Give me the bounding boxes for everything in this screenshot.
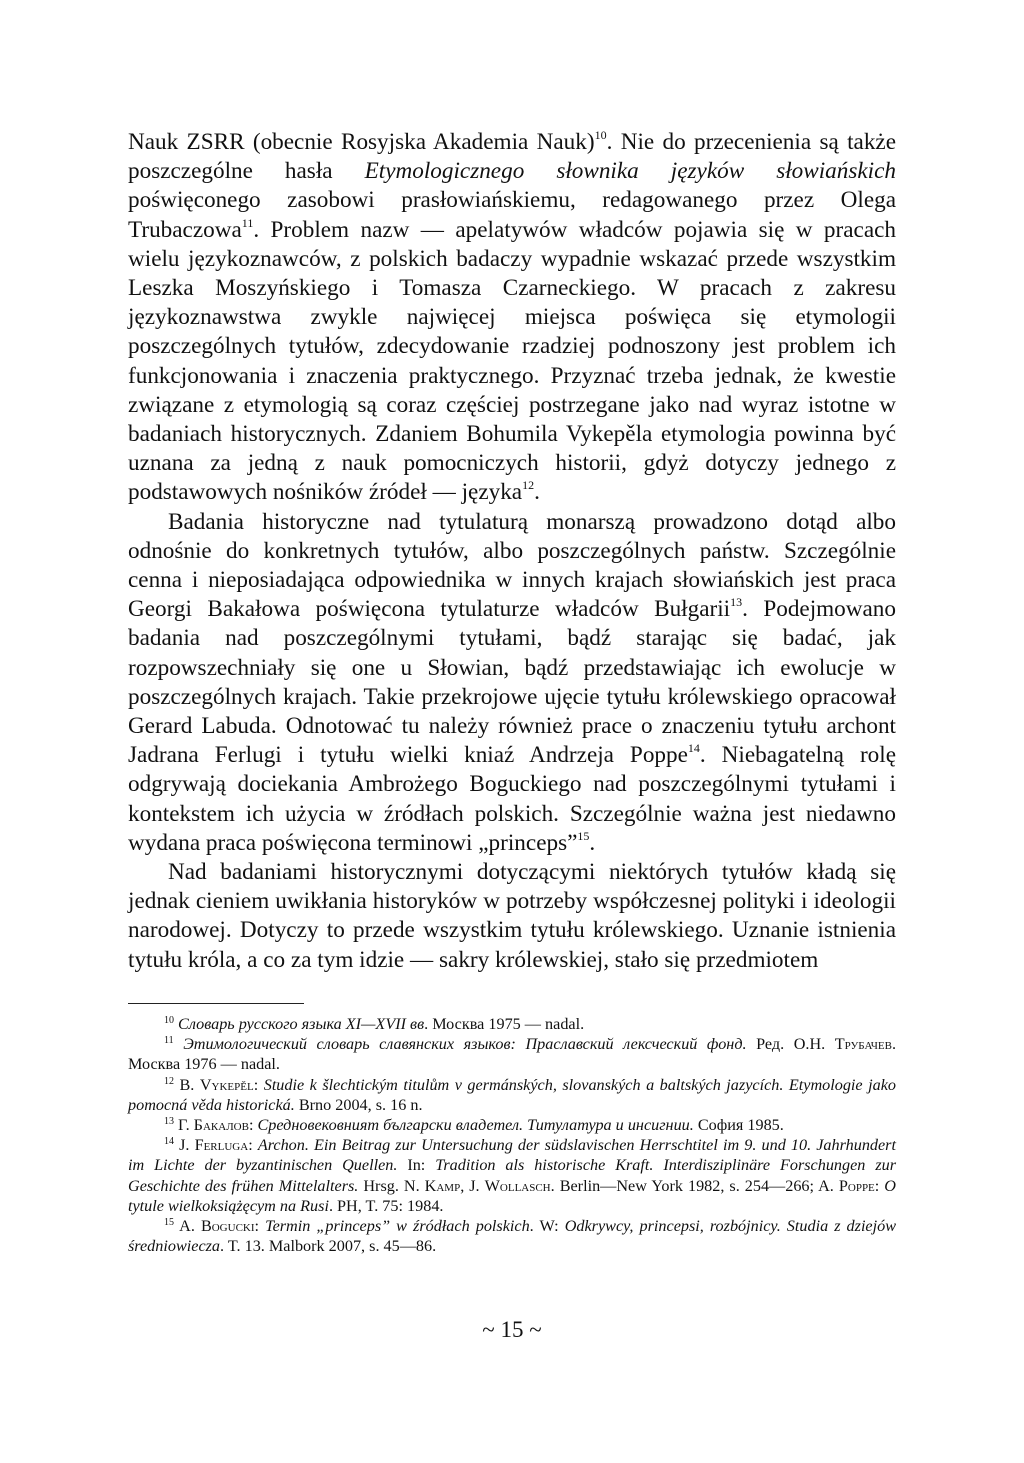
text-run: :	[253, 1075, 264, 1094]
text-run: Brno 2004, s. 16 n.	[294, 1095, 423, 1114]
text-run: B.	[174, 1075, 200, 1094]
author-name: Poppe	[838, 1176, 875, 1195]
text-run: .	[589, 829, 596, 856]
footnote	[128, 1135, 896, 1216]
footnote-ref: 13	[730, 595, 743, 610]
text-run: Nauk ZSRR (obecnie Rosyjska Akademia Nauk)	[128, 129, 595, 155]
author-name: Wollasch	[484, 1176, 551, 1195]
footnote-ref: 12	[164, 1075, 174, 1087]
text-run: Г.	[174, 1115, 194, 1134]
text-run: poświęconego zasobowi prasłowiańskiemu, redagowanego przez Olega Trubaczowa	[128, 187, 896, 243]
footnote-ref: 11	[164, 1035, 174, 1047]
author-name: Kamp	[424, 1176, 461, 1195]
footnote	[128, 1034, 896, 1074]
author-name: Vykepěl	[199, 1075, 254, 1094]
text-run: J.	[174, 1136, 195, 1155]
text-run: Hrsg. N.	[358, 1176, 425, 1195]
page-content	[128, 128, 896, 1256]
text-run: , J.	[460, 1176, 485, 1195]
footnote-ref: 15	[164, 1216, 174, 1228]
text-run: . Berlin—New York 1982, s. 254—266; A.	[550, 1176, 839, 1195]
author-name: Трубачев	[834, 1035, 892, 1054]
text-run: A.	[174, 1216, 201, 1235]
italic-text: Archon. Ein Beitrag zur Untersuchung der südslavischen Herrschtitel im 9. und 10. Jahrhundert im Lichte der byzantinischen Quellen.	[128, 1136, 896, 1175]
italic-text: Этимологический словарь славянских языков: Праславский лексческий фонд.	[183, 1035, 747, 1054]
text-run: :	[254, 1216, 266, 1235]
italic-text: Tradition als historische Kraft. Interdisziplinäre Forschungen zur Geschichte des frühen Mittelalters.	[128, 1156, 897, 1195]
text-run: . PH, T. 75: 1984.	[328, 1196, 444, 1215]
italic-text: Odkrywcy, princepsi, rozbójnicy. Studia z dziejów średniowiecza	[128, 1216, 897, 1256]
footnote	[128, 1014, 896, 1034]
text-run: . T. 13. Malbork 2007, s. 45—86.	[220, 1237, 437, 1256]
text-run: Nad badaniami historycznymi dotyczącymi niektórych tytułów kładą się jednak cieniem uwikłania historyków w potrzeby współczesnej polityki i ideologii narodowej. Dotyczy to przede wszystkim tytułu królewskiego. Uznanie istnienia tytułu króla, a co za tym idzie — sakry królewskiej, stało się przedmiotem	[128, 859, 896, 973]
italic-text: O tytule wielkoksiążęcym na Rusi	[128, 1176, 896, 1215]
paragraph	[128, 858, 896, 975]
footnote-ref: 11	[241, 215, 254, 230]
italic-text: Etymologicznego słownika języków słowiańskich	[364, 158, 897, 185]
text-run: . W:	[529, 1216, 565, 1235]
text-run: . Москва 1976 — nadal.	[128, 1035, 896, 1074]
footnote-ref: 14	[164, 1136, 174, 1148]
text-run: :	[248, 1136, 258, 1155]
author-name: Bogucki	[200, 1216, 255, 1235]
text-run: . Problem nazw — apelatywów władców pojawia się w pracach wielu językoznawców, z polskich badaczy wypadnie wskazać przede wszystkim Leszka Moszyńskiego i Tomasza Czarneckiego. W pracach z zakresu językoznawstwa zwykle najwięcej miejsca poświęca się etymologii poszczególnych tytułów, zdecydowanie rzadziej podnoszony jest problem ich funkcjonowania i znaczenia praktycznego. Przyznać trzeba jednak, że kwestie związane z etymologią są coraz częściej postrzegane jako nad wyraz istotne w badaniach historycznych. Zdaniem Bohumila Vykepěla etymologia powinna być uznana za jedną z nauk pomocniczych historii, gdyż dotyczy jednego z podstawowych nośników źródeł — języka	[128, 216, 896, 506]
footnote-ref: 14	[687, 741, 700, 756]
footnote-ref: 13	[164, 1115, 174, 1127]
text-run: :	[874, 1176, 885, 1195]
footnote	[128, 1075, 896, 1115]
paragraph	[128, 508, 896, 858]
italic-text: Studie k šlechtickým titulům v germánských, slovanských a baltských jazycích. Etymologie jako pomocná věda historická.	[128, 1075, 896, 1114]
footnote-ref: 10	[594, 128, 607, 142]
text-run: . Podejmowano badania nad poszczególnymi tytułami, bądź starając się badać, jak rozpowszechniały się one u Słowian, bądź przedstawiając ich ewolucje w poszczególnych krajach. Takie przekrojowe ujęcie tytułu królewskiego opracował Gerard Labuda. Odnotować tu należy również prace o znaczeniu tytułu archont Jadrana Ferlugi i tytułu wielki kniaź Andrzeja Poppe	[128, 596, 896, 769]
text-run: In:	[397, 1156, 436, 1175]
text-run: Badania historyczne nad tytulaturą monarszą prowadzono dotąd albo odnośnie do konkretnych tytułów, albo poszczególnych państw. Szczególnie cenna i nieposiadająca odpowiednika w innych krajach słowiańskich jest praca Georgi Bakałowa poświęcona tytulaturze władców Bułgarii	[128, 508, 896, 623]
footnotes	[128, 1014, 896, 1256]
text-run	[174, 1035, 184, 1053]
italic-text: Средновековният български владетел. Титулатура и инсигнии.	[257, 1115, 694, 1134]
footnote-ref: 12	[522, 478, 535, 493]
footnote-ref: 15	[577, 828, 590, 843]
author-name: Ferluga	[194, 1136, 249, 1155]
footnote	[128, 1115, 896, 1135]
footnote-separator	[128, 1003, 304, 1004]
text-run: София 1985.	[693, 1115, 784, 1134]
paragraph	[128, 128, 896, 508]
text-run: . Москва 1975 — nadal.	[424, 1014, 585, 1033]
author-name: Бакалов	[193, 1115, 249, 1134]
text-run: .	[534, 479, 540, 506]
footnote	[128, 1216, 896, 1256]
text-run: :	[248, 1115, 258, 1134]
text-run: Ред. О.Н.	[746, 1035, 835, 1054]
text-run: . Niebagatelną rolę odgrywają dociekania Ambrożego Boguckiego nad poszczególnymi tytułami i kontekstem ich użycia w źródłach polskich. Szczególnie ważna jest niedawno wydana praca poświęcona terminowi „princeps”	[128, 742, 896, 856]
italic-text: Termin „princeps” w źródłach polskich	[265, 1216, 530, 1235]
page-number: ~ 15 ~	[482, 1317, 542, 1342]
text-run: . Nie do przecenienia są także poszczególne hasła	[128, 129, 896, 185]
body-text	[128, 128, 896, 975]
italic-text: Словарь русского языка XI—XVII вв	[178, 1014, 425, 1033]
footnote-ref: 10	[164, 1014, 174, 1026]
